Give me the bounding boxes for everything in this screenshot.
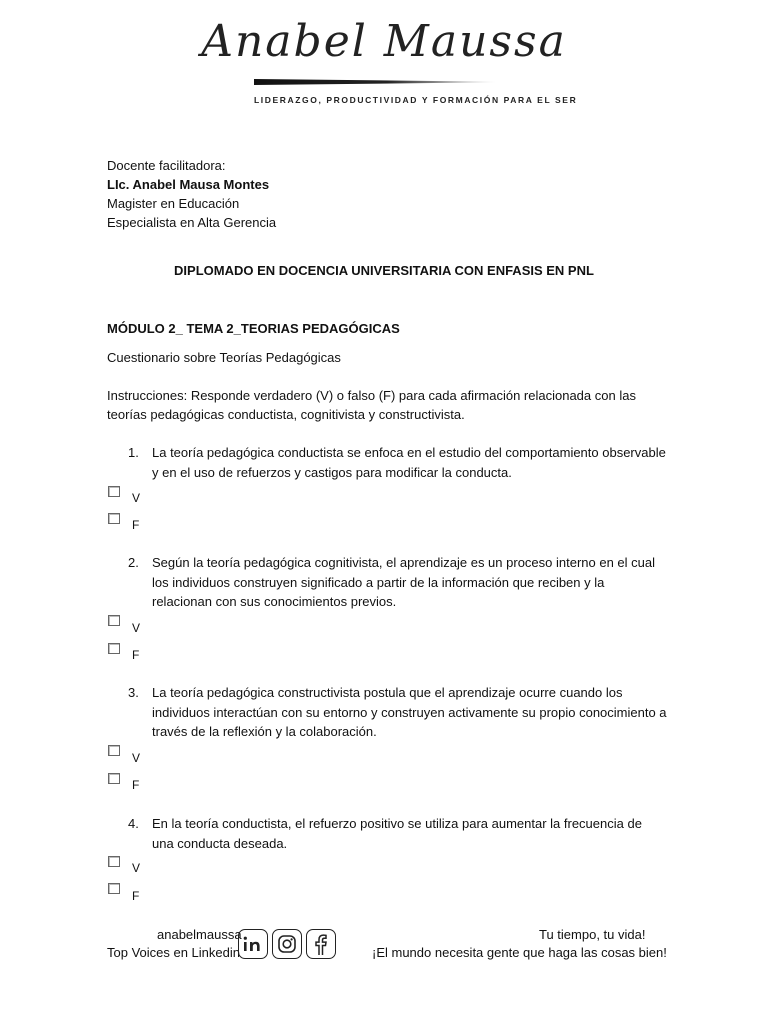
teacher-role: Docente facilitadora: (107, 158, 226, 173)
option-label: F (132, 889, 140, 903)
question-number: 2. (128, 555, 139, 570)
option-label: F (132, 648, 140, 662)
checkbox-false[interactable] (108, 513, 120, 524)
checkbox-false[interactable] (108, 883, 120, 894)
footer-slogan: Tu tiempo, tu vida! (539, 927, 646, 942)
logo-underline (254, 79, 496, 85)
option-label: F (132, 518, 140, 532)
option-label: V (132, 491, 141, 505)
checkbox-true[interactable] (108, 745, 120, 756)
question-text: La teoría pedagógica constructivista postula que el aprendizaje ocurre cuando los individuos interactúan con su entorno y construyen activamente su propio conocimiento a través de la reflexión y la colaboración. (152, 685, 667, 739)
checkbox-false[interactable] (108, 643, 120, 654)
footer-motto: ¡El mundo necesita gente que haga las cosas bien! (372, 945, 667, 960)
course-title: DIPLOMADO EN DOCENCIA UNIVERSITARIA CON ENFASIS EN PNL (174, 263, 594, 278)
teacher-degree: Magister en Educación (107, 196, 240, 211)
facebook-icon[interactable] (306, 929, 336, 959)
question-text: En la teoría conductista, el refuerzo positivo se utiliza para aumentar la frecuencia de una conducta deseada. (152, 816, 642, 851)
checkbox-false[interactable] (108, 773, 120, 784)
checkbox-true[interactable] (108, 615, 120, 626)
logo-name: Anabel Maussa (201, 16, 567, 67)
question-number: 3. (128, 685, 139, 700)
footer-handle: anabelmaussa (157, 927, 242, 942)
option-label: F (132, 778, 140, 792)
logo-tagline: LIDERAZGO, PRODUCTIVIDAD Y FORMACIÓN PARA EL SER (254, 95, 578, 105)
question-number: 4. (128, 816, 139, 831)
linkedin-icon[interactable] (238, 929, 268, 959)
option-label: V (132, 861, 141, 875)
module-title: MÓDULO 2_ TEMA 2_TEORIAS PEDAGÓGICAS (107, 321, 400, 336)
checkbox-true[interactable] (108, 856, 120, 867)
instagram-icon[interactable] (272, 929, 302, 959)
question-number: 1. (128, 445, 139, 460)
teacher-name: LIc. Anabel Mausa Montes (107, 177, 270, 192)
question-text: Según la teoría pedagógica cognitivista, el aprendizaje es un proceso interno en el cual los individuos construyen significado a partir de la información que reciben y la relacionan con sus conocimientos previos. (152, 555, 656, 609)
quiz-title: Cuestionario sobre Teorías Pedagógicas (107, 350, 341, 365)
option-label: V (132, 621, 141, 635)
checkbox-true[interactable] (108, 486, 120, 497)
instructions: Instrucciones: Responde verdadero (V) o falso (F) para cada afirmación relacionada con las teorías pedagógicas conductista, cognitivista y constructivista. (107, 388, 636, 422)
footer-linkedin-text: Top Voices en Linkedin (107, 945, 240, 960)
option-label: V (132, 751, 141, 765)
question-text: La teoría pedagógica conductista se enfoca en el estudio del comportamiento observable y en el uso de refuerzos y castigos para modificar la conducta. (152, 445, 666, 480)
teacher-specialty: Especialista en Alta Gerencia (107, 215, 277, 230)
